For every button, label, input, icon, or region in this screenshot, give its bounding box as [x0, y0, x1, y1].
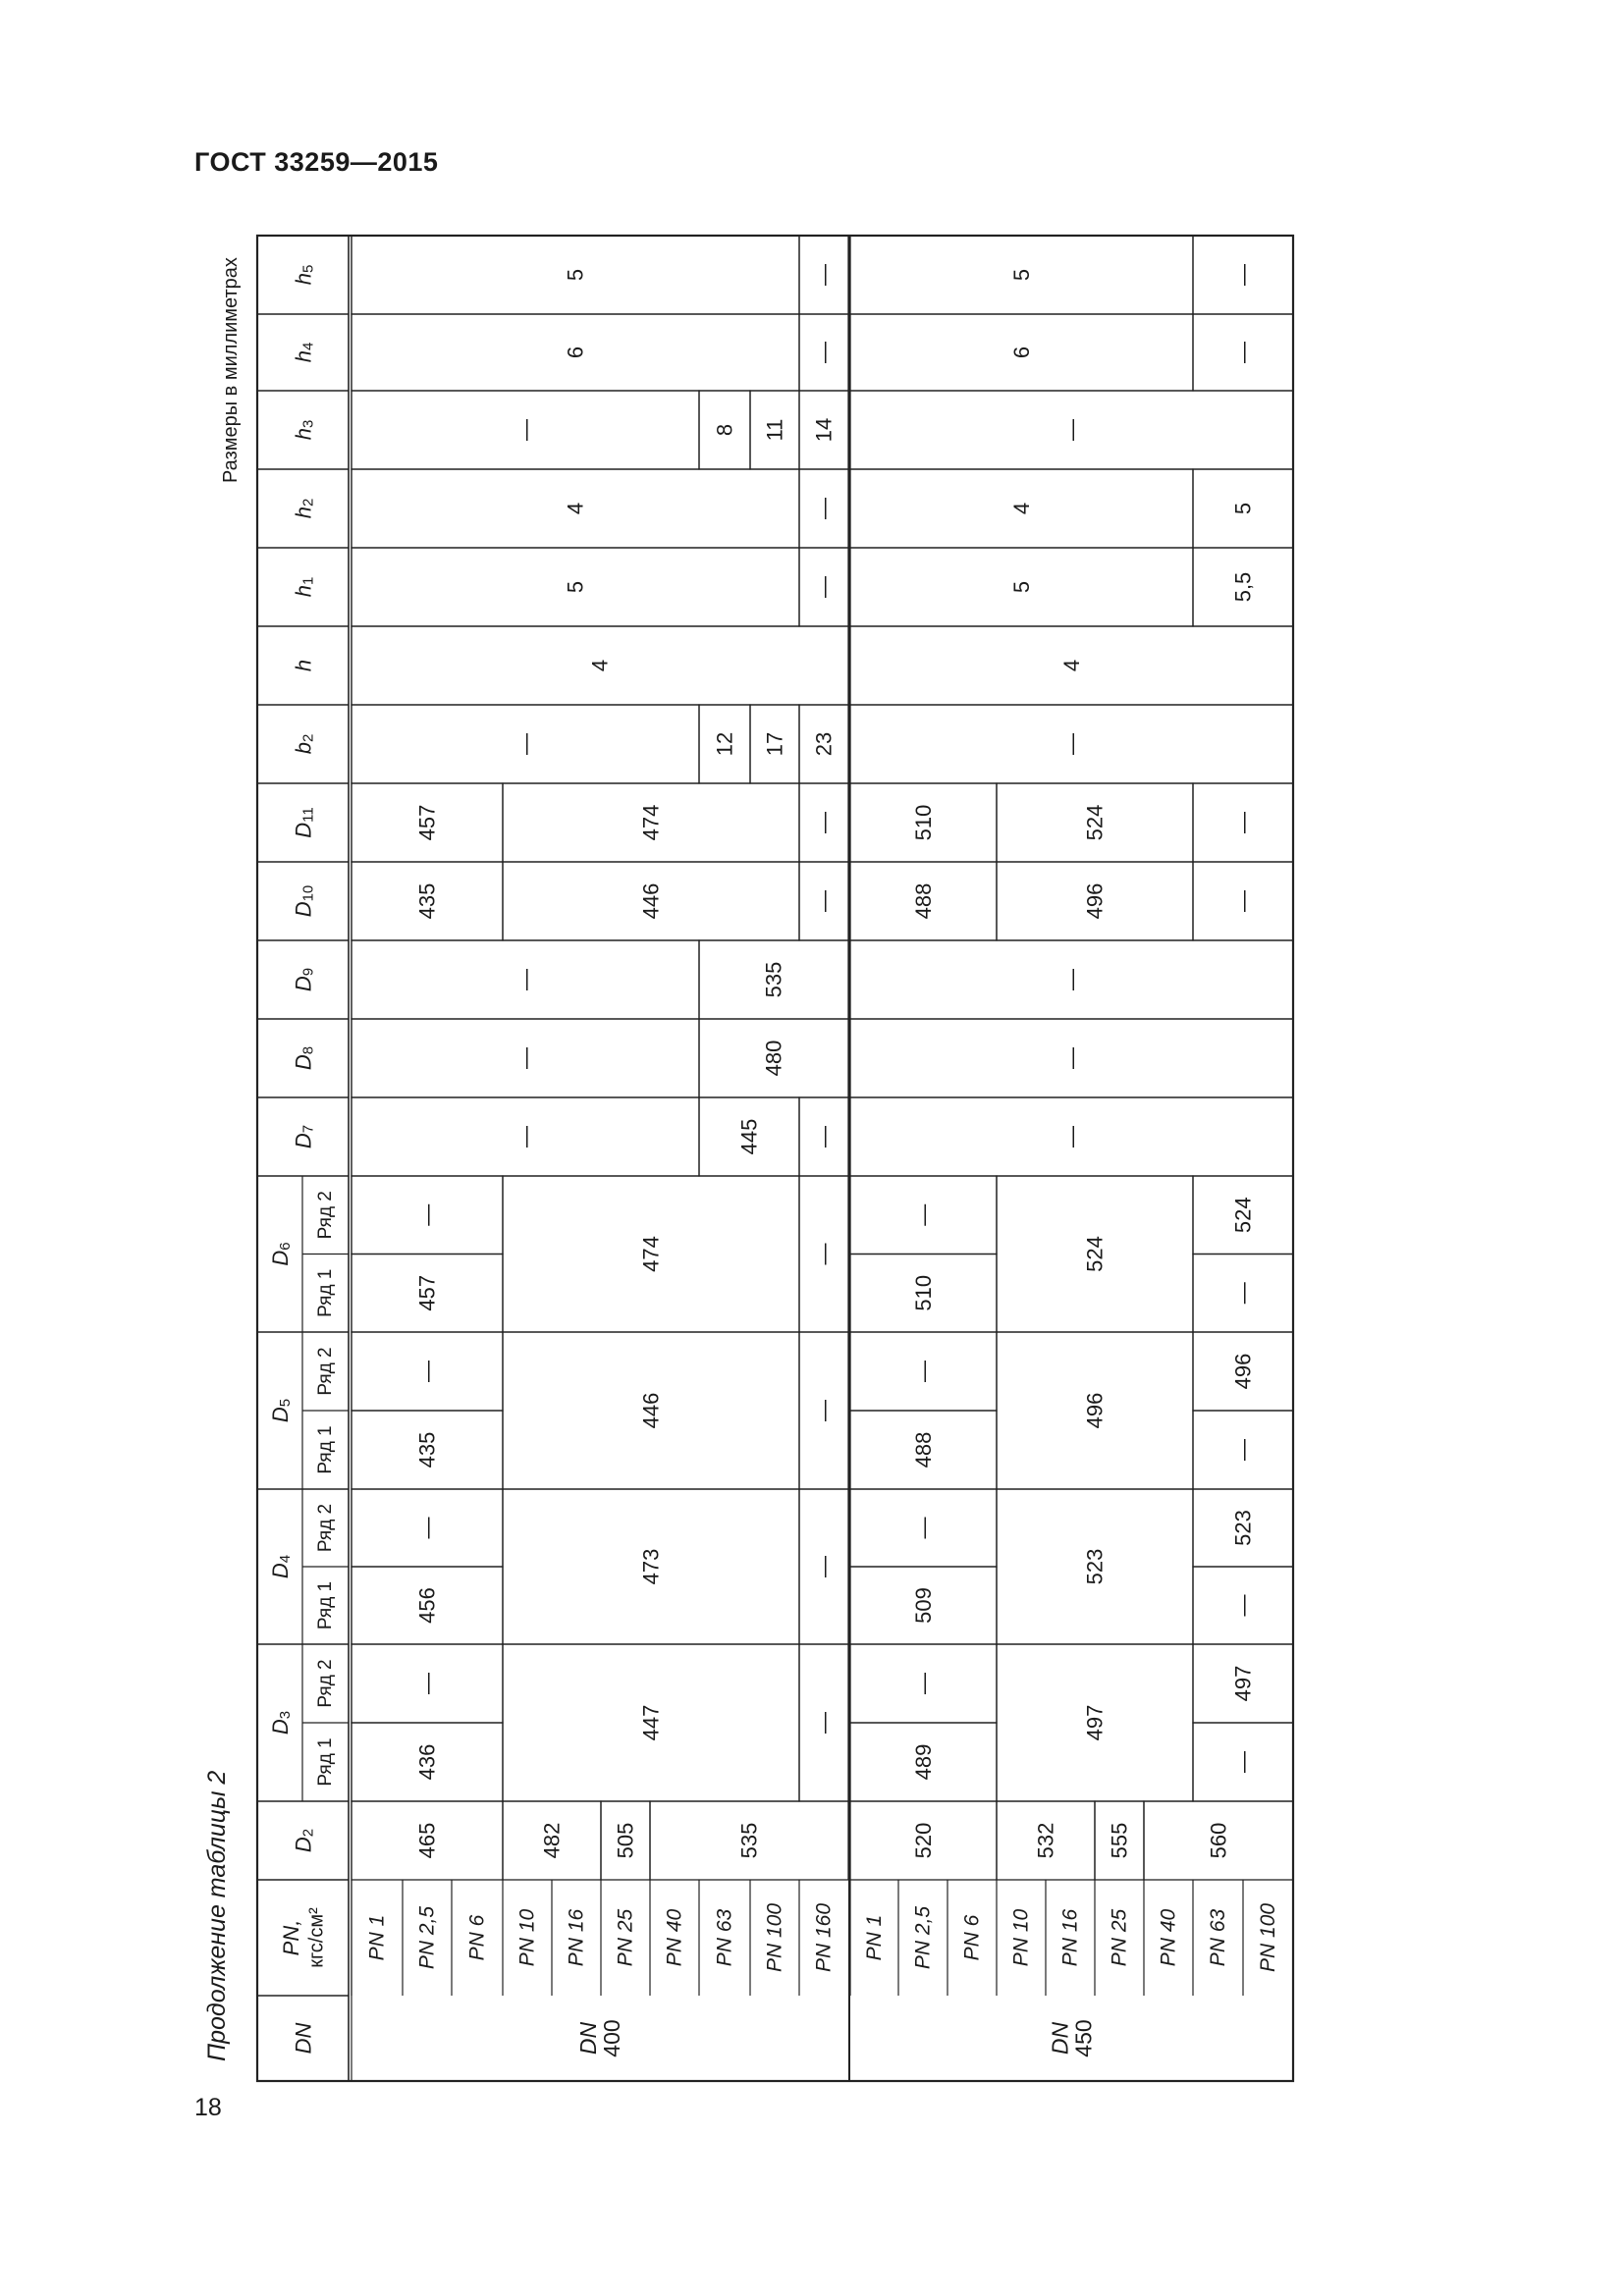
- cell-value: —: [1059, 1047, 1084, 1069]
- cell-value: 465: [414, 1822, 440, 1859]
- cell-value: 6: [563, 346, 588, 359]
- cell-value: —: [513, 1126, 538, 1148]
- cell-value: —: [811, 812, 837, 833]
- row-label-2: Ряд 2: [315, 1659, 336, 1708]
- dn-label: DN: [1047, 2021, 1073, 2056]
- row-label-1: Ряд 1: [315, 1425, 336, 1474]
- dn-value: 400: [599, 2019, 624, 2057]
- pn-cell: PN 160: [812, 1902, 836, 1973]
- header-d7: $D_7$: [291, 1124, 316, 1149]
- pn-cell: PN 10: [515, 1908, 539, 1967]
- cell-value: —: [1230, 264, 1256, 286]
- pn-cell: PN 16: [565, 1908, 588, 1967]
- header-h: h: [291, 659, 315, 672]
- header-d3: $D_3$: [267, 1710, 294, 1735]
- header-pn-units: кгс/см²: [305, 1907, 328, 1968]
- cell-value: 474: [638, 804, 664, 841]
- cell-value: 5,5: [1230, 571, 1256, 603]
- row-label-2: Ряд 2: [315, 1503, 336, 1553]
- cell-value: —: [811, 1556, 837, 1577]
- cell-value: —: [811, 1400, 837, 1421]
- cell-value: 496: [1082, 882, 1108, 920]
- cell-value: —: [911, 1517, 936, 1539]
- cell-value: 436: [414, 1743, 440, 1781]
- cell-value: —: [1059, 419, 1084, 441]
- cell-value: —: [1059, 733, 1084, 755]
- header-h3: $h_3$: [291, 419, 316, 441]
- cell-value: 496: [1230, 1353, 1256, 1390]
- cell-value: —: [811, 576, 837, 598]
- cell-value: 5: [1009, 580, 1034, 594]
- cell-value: 4: [563, 502, 588, 515]
- pn-cell: PN 16: [1058, 1908, 1082, 1967]
- header-d8: $D_8$: [291, 1045, 316, 1071]
- cell-value: —: [1230, 1282, 1256, 1305]
- cell-value: —: [1230, 890, 1256, 912]
- cell-value: 497: [1230, 1665, 1256, 1702]
- cell-value: 457: [414, 804, 440, 841]
- cell-value: 5: [1230, 502, 1256, 515]
- cell-value: —: [811, 1712, 837, 1734]
- cell-value: —: [811, 342, 837, 363]
- cell-value: 17: [762, 731, 787, 757]
- cell-value: 535: [761, 961, 786, 998]
- cell-value: 456: [414, 1587, 440, 1624]
- pn-cell: PN 25: [1108, 1908, 1131, 1967]
- cell-value: —: [414, 1673, 440, 1694]
- cell-value: —: [911, 1673, 936, 1694]
- cell-value: 23: [811, 731, 837, 757]
- cell-value: 473: [638, 1548, 664, 1585]
- cell-value: 14: [811, 417, 837, 443]
- pn-cell: PN 2,5: [911, 1905, 935, 1970]
- row-label-2: Ряд 2: [315, 1347, 336, 1396]
- cell-value: —: [1230, 342, 1256, 363]
- header-b2: $b_2$: [291, 733, 316, 755]
- cell-value: —: [414, 1517, 440, 1539]
- cell-value: —: [811, 1243, 837, 1265]
- cell-value: 520: [911, 1822, 936, 1859]
- header-d5: $D_5$: [267, 1398, 294, 1423]
- cell-value: —: [513, 969, 538, 990]
- header-d6: $D_6$: [267, 1242, 294, 1266]
- cell-value: 535: [736, 1822, 762, 1859]
- cell-value: 497: [1082, 1704, 1108, 1741]
- cell-value: 482: [539, 1822, 565, 1859]
- cell-value: —: [1230, 1751, 1256, 1773]
- cell-value: 524: [1082, 1236, 1108, 1272]
- document-header: ГОСТ 33259—2015: [194, 147, 439, 177]
- dn-value: 450: [1070, 2019, 1097, 2057]
- pn-cell: PN 10: [1009, 1908, 1033, 1967]
- header-d2: $D_2$: [291, 1828, 316, 1853]
- cell-value: 4: [1009, 502, 1034, 515]
- cell-value: 488: [911, 1431, 936, 1468]
- cell-value: 510: [911, 804, 936, 841]
- header-h1: $h_1$: [291, 576, 316, 598]
- dn-label: DN: [575, 2021, 601, 2056]
- cell-value: —: [513, 419, 538, 441]
- cell-value: —: [811, 890, 837, 912]
- cell-value: 524: [1230, 1197, 1256, 1234]
- cell-value: 510: [911, 1274, 936, 1311]
- cell-value: —: [811, 498, 837, 519]
- cell-value: 435: [414, 1431, 440, 1468]
- header-h4: $h_4$: [291, 342, 316, 363]
- cell-value: 447: [638, 1704, 664, 1741]
- cell-value: 446: [638, 1392, 664, 1429]
- cell-value: 489: [911, 1743, 936, 1781]
- pn-cell: PN 40: [663, 1908, 686, 1967]
- table-frame: [257, 236, 1293, 2081]
- pn-cell: PN 40: [1157, 1908, 1180, 1967]
- pn-cell: PN 6: [465, 1914, 489, 1961]
- pn-cell: PN 100: [763, 1902, 786, 1973]
- cell-value: —: [414, 1361, 440, 1382]
- pn-cell: PN 1: [863, 1914, 886, 1961]
- cell-value: 5: [1009, 268, 1034, 282]
- header-d11: $D_{11}$: [291, 807, 316, 838]
- row-label-2: Ряд 2: [315, 1191, 336, 1240]
- header-dn: DN: [291, 2022, 315, 2055]
- cell-value: —: [1230, 812, 1256, 833]
- cell-value: —: [1230, 1439, 1256, 1461]
- cell-value: 457: [414, 1274, 440, 1311]
- header-h2: $h_2$: [291, 498, 316, 519]
- cell-value: 474: [638, 1236, 664, 1272]
- pn-cell: PN 25: [614, 1908, 637, 1967]
- cell-value: 523: [1230, 1510, 1256, 1546]
- cell-value: 5: [563, 580, 588, 594]
- cell-value: 5: [563, 268, 588, 282]
- cell-value: —: [811, 264, 837, 286]
- cell-value: 4: [1059, 659, 1084, 672]
- cell-value: —: [513, 733, 538, 755]
- header-d10: $D_{10}$: [291, 884, 316, 918]
- cell-value: 11: [762, 418, 787, 442]
- cell-value: 445: [736, 1118, 762, 1155]
- pn-cell: PN 63: [1207, 1908, 1229, 1967]
- cell-value: 523: [1082, 1548, 1108, 1585]
- row-label-1: Ряд 1: [315, 1268, 336, 1317]
- cell-value: 435: [414, 882, 440, 920]
- cell-value: 560: [1206, 1822, 1231, 1859]
- cell-value: 4: [587, 659, 613, 672]
- cell-value: 446: [638, 882, 664, 920]
- cell-value: —: [513, 1047, 538, 1069]
- cell-value: 555: [1107, 1822, 1132, 1859]
- cell-value: 524: [1082, 804, 1108, 841]
- cell-value: —: [1059, 969, 1084, 990]
- cell-value: —: [811, 1126, 837, 1148]
- cell-value: —: [414, 1203, 440, 1226]
- cell-value: —: [1059, 1126, 1084, 1148]
- cell-value: 532: [1033, 1822, 1058, 1859]
- pn-cell: PN 2,5: [415, 1905, 439, 1970]
- cell-value: 8: [712, 423, 737, 437]
- row-label-1: Ряд 1: [315, 1737, 336, 1787]
- cell-value: 505: [613, 1822, 638, 1859]
- header-h5: $h_5$: [291, 264, 316, 286]
- table-caption: Продолжение таблицы 2: [203, 1770, 231, 2061]
- cell-value: —: [1230, 1594, 1256, 1617]
- row-label-1: Ряд 1: [315, 1580, 336, 1630]
- header-pn: PN,: [279, 1919, 303, 1956]
- pn-cell: PN 100: [1257, 1902, 1279, 1973]
- cell-value: —: [911, 1203, 936, 1226]
- header-d4: $D_4$: [267, 1554, 294, 1579]
- pn-cell: PN 1: [365, 1914, 389, 1961]
- cell-value: —: [911, 1361, 936, 1382]
- cell-value: 496: [1082, 1392, 1108, 1429]
- units-note: Размеры в миллиметрах: [220, 257, 242, 483]
- cell-value: 480: [761, 1040, 786, 1077]
- cell-value: 12: [712, 731, 737, 757]
- cell-value: 509: [911, 1587, 936, 1624]
- cell-value: 488: [911, 882, 936, 920]
- pn-cell: PN 6: [960, 1914, 984, 1961]
- header-d9: $D_9$: [291, 967, 316, 992]
- page-number: 18: [194, 2094, 222, 2121]
- cell-value: 6: [1009, 346, 1034, 359]
- pn-cell: PN 63: [713, 1908, 736, 1967]
